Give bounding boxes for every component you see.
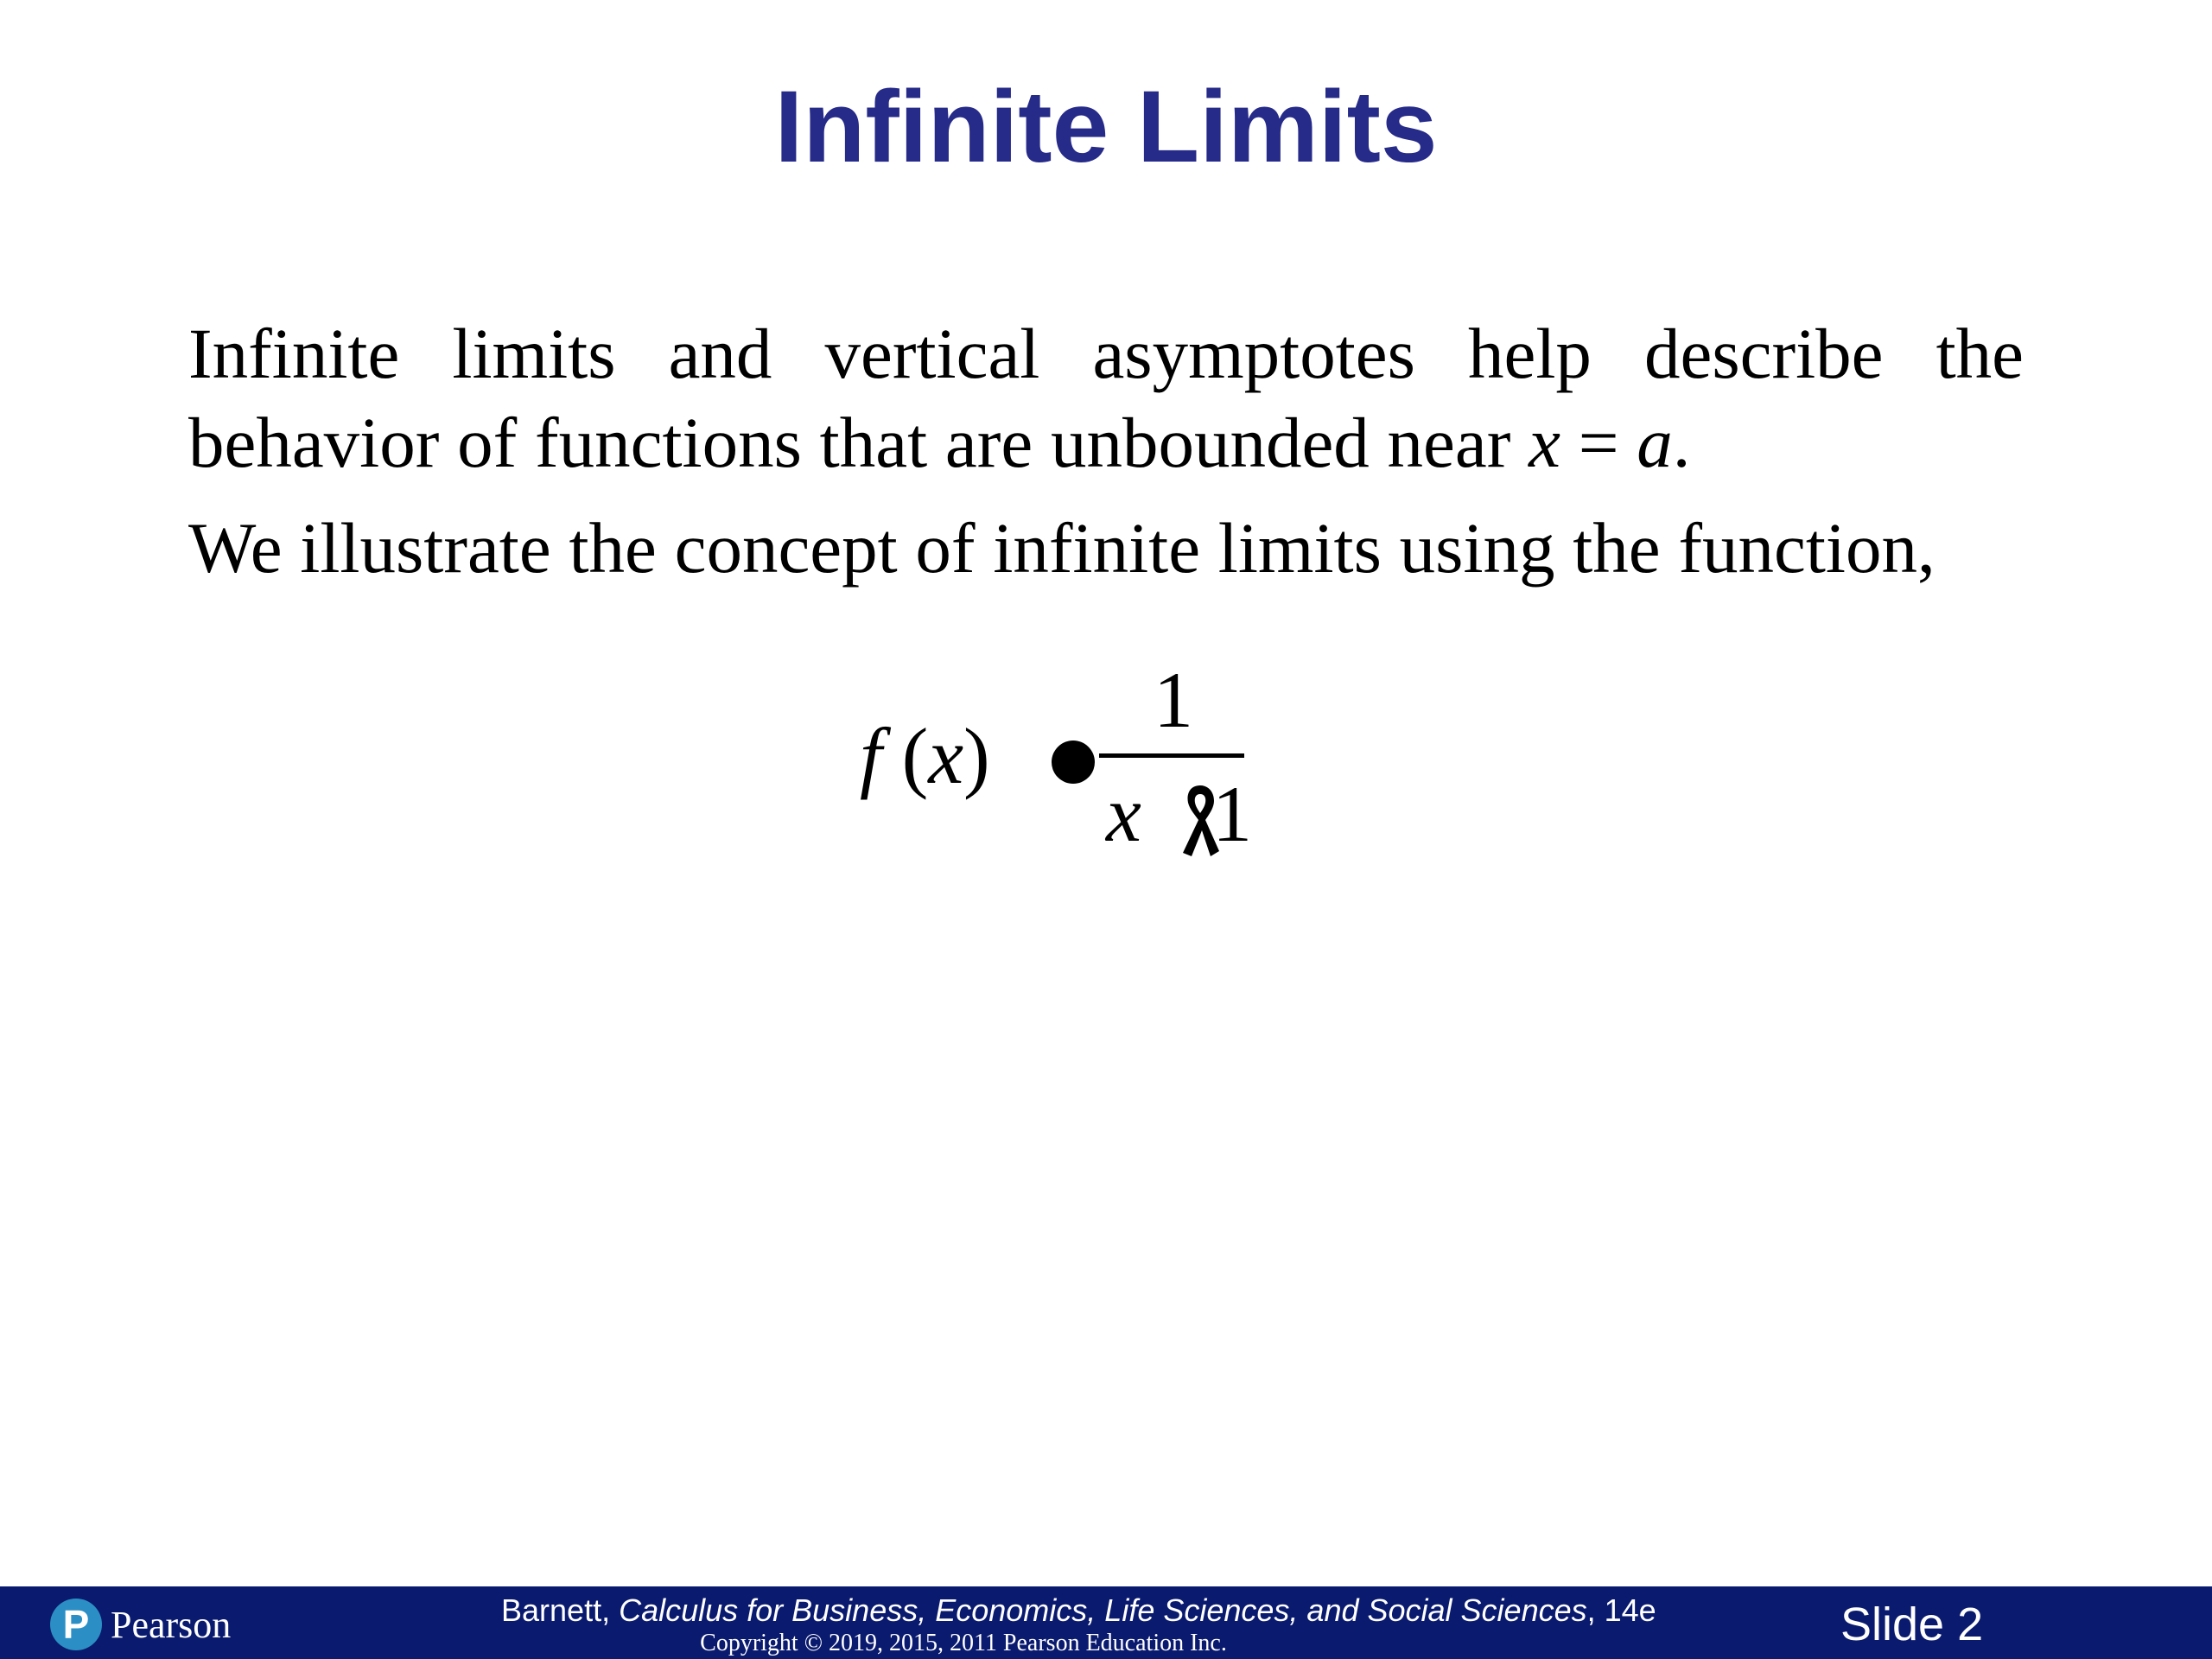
math-variable-a: a xyxy=(1637,403,1673,482)
formula-f: f xyxy=(860,712,882,800)
citation-edition: , 14e xyxy=(1586,1592,1656,1628)
formula-denominator-x: x xyxy=(1106,770,1141,858)
book-citation xyxy=(501,1592,1656,1630)
slide-title: Infinite Limits xyxy=(774,70,1438,184)
footer-bar xyxy=(0,1586,2212,1659)
paragraph-text: Infinite limits and vertical asymptotes help describe the behavior of functions that are unbounded near xyxy=(188,314,2024,482)
function-formula xyxy=(860,657,1274,864)
fraction-bar xyxy=(1099,753,1244,758)
equals-sign: = xyxy=(1560,403,1637,482)
paragraph-infinite-limits-description xyxy=(188,309,2024,487)
formula-numerator: 1 xyxy=(1154,656,1193,744)
period: . xyxy=(1672,403,1691,482)
copyright-text: Copyright © 2019, 2015, 2011 Pearson Education Inc. xyxy=(700,1630,1227,1656)
pearson-logo-icon: P xyxy=(50,1599,102,1650)
paragraph-illustrate-concept: We illustrate the concept of infinite limits using the function, xyxy=(188,508,1936,588)
black-dot-icon xyxy=(1052,741,1095,784)
citation-author: Barnett, xyxy=(501,1592,620,1628)
formula-lhs xyxy=(860,709,990,804)
math-variable-x: x xyxy=(1529,403,1560,482)
formula-denominator-1: 1 xyxy=(1212,770,1252,858)
citation-title: Calculus for Business, Economics, Life Sciences, and Social Sciences xyxy=(619,1592,1587,1628)
pearson-logo-text: Pearson xyxy=(111,1603,232,1646)
slide-number: Slide 2 xyxy=(1840,1599,1984,1650)
formula-paren-x: (x) xyxy=(901,712,990,800)
